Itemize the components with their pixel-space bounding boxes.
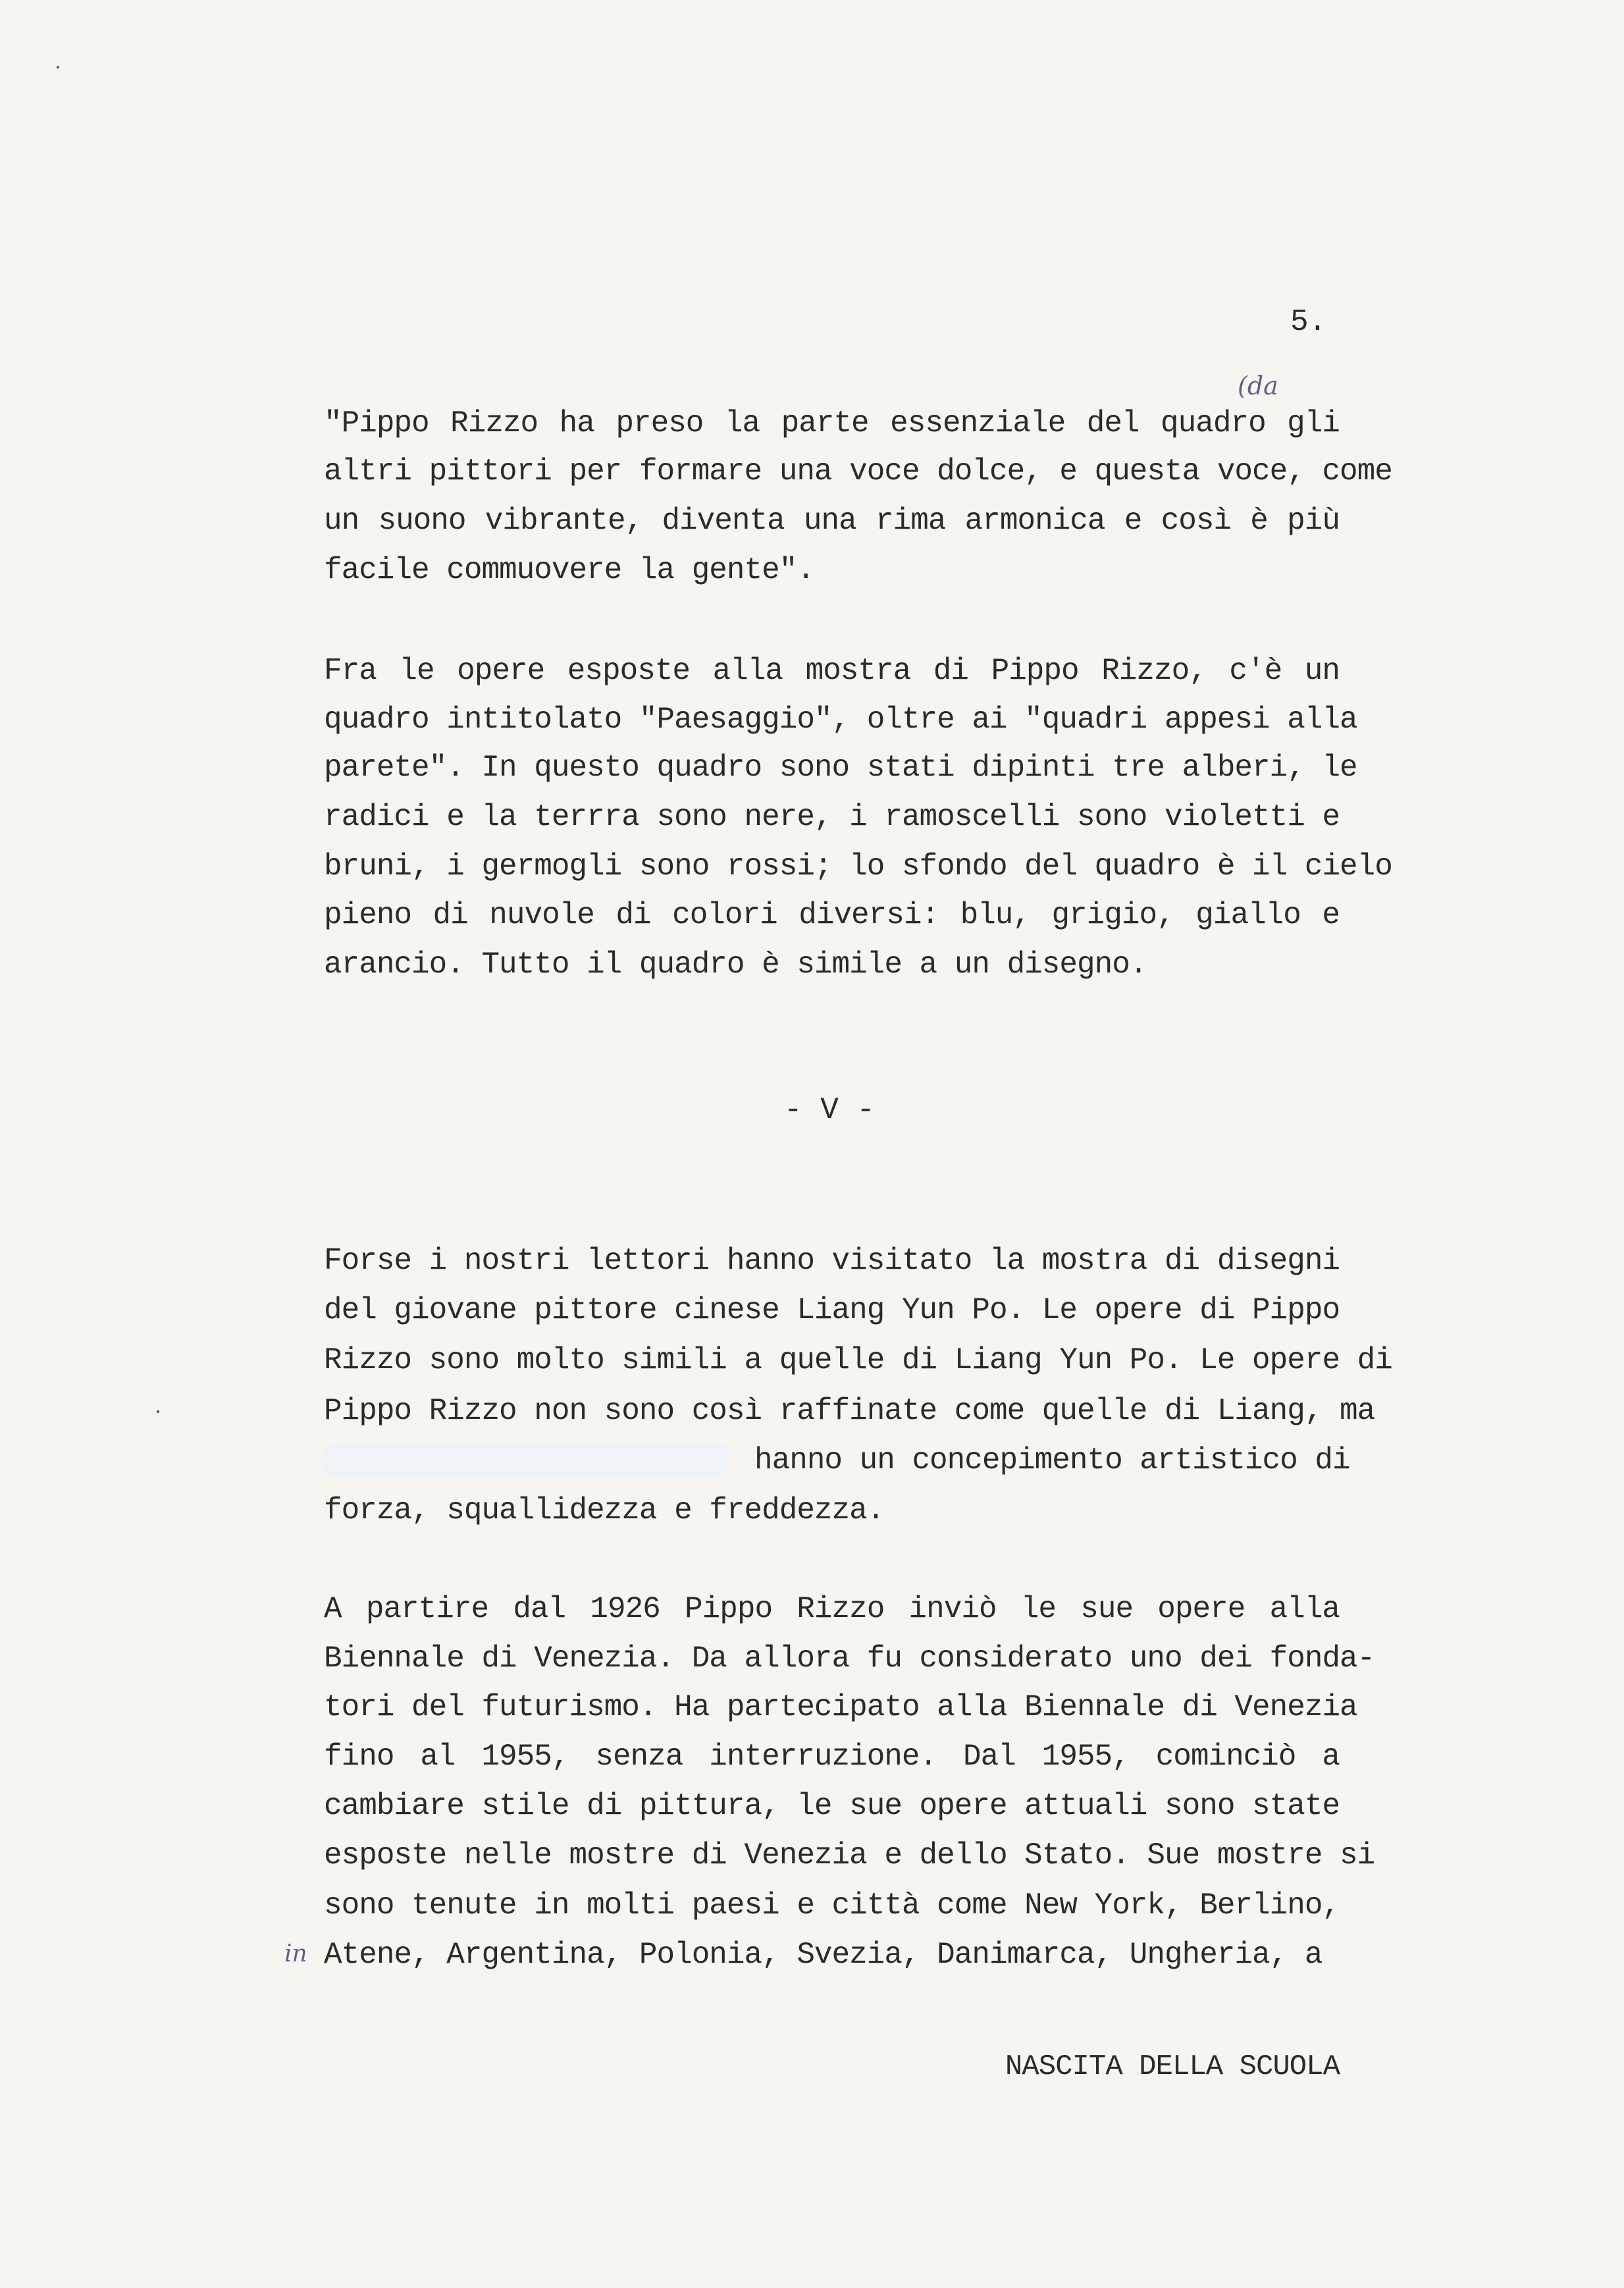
text-line: quadro intitolato "Paesaggio", oltre ai "quadri appesi alla [324, 703, 1357, 737]
text-line: Forse i nostri lettori hanno visitato la mostra di disegni [324, 1244, 1340, 1278]
text-line: un suono vibrante, diventa una rima armonica e così è più [324, 504, 1340, 538]
text-line: facile commuovere la gente". [324, 553, 814, 587]
paper-speck [157, 1410, 159, 1413]
text-line: fino al 1955, senza interruzione. Dal 1955, cominciò a [324, 1740, 1340, 1774]
text-line: Biennale di Venezia. Da allora fu considerato uno dei fonda- [324, 1641, 1375, 1676]
text-line: A partire dal 1926 Pippo Rizzo inviò le sue opere alla [324, 1592, 1340, 1626]
text-line: altri pittori per formare una voce dolce, e questa voce, come [324, 454, 1392, 489]
text-line: esposte nelle mostre di Venezia e dello Stato. Sue mostre si [324, 1838, 1375, 1873]
text-line: del giovane pittore cinese Liang Yun Po. Le opere di Pippo [324, 1293, 1340, 1327]
text-line: pieno di nuvole di colori diversi: blu, grigio, giallo e [324, 898, 1340, 932]
text-line: radici e la terrra sono nere, i ramoscelli sono violetti e [324, 800, 1340, 834]
text-line: hanno un concepimento artistico di [754, 1443, 1350, 1477]
handwritten-insertion: (da [1238, 371, 1278, 400]
page-number: 5. [1290, 305, 1327, 339]
text-line: Atene, Argentina, Polonia, Svezia, Danimarca, Ungheria, a [324, 1938, 1323, 1972]
section-heading: - V - [783, 1093, 876, 1127]
text-line: tori del futurismo. Ha partecipato alla Biennale di Venezia [324, 1690, 1357, 1724]
footer-title: NASCITA DELLA SCUOLA [1005, 2050, 1340, 2083]
text-line: Fra le opere esposte alla mostra di Pippo Rizzo, c'è un [324, 654, 1340, 688]
text-line: parete". In questo quadro sono stati dipinti tre alberi, le [324, 751, 1357, 785]
text-line: cambiare stile di pittura, le sue opere attuali sono state [324, 1789, 1340, 1823]
text-line: Pippo Rizzo non sono così raffinate come quelle di Liang, ma [324, 1394, 1375, 1428]
handwritten-insertion: in [284, 1940, 307, 1967]
correction-fluid-patch [321, 1443, 729, 1477]
text-line: forza, squallidezza e freddezza. [324, 1493, 885, 1528]
text-line: arancio. Tutto il quadro è simile a un disegno. [324, 947, 1147, 982]
text-line: Rizzo sono molto simili a quelle di Liang Yun Po. Le opere di [324, 1343, 1392, 1377]
paper-speck [57, 66, 59, 68]
text-line: sono tenute in molti paesi e città come New York, Berlino, [324, 1888, 1340, 1923]
text-line: bruni, i germogli sono rossi; lo sfondo del quadro è il cielo [324, 849, 1392, 884]
text-line: "Pippo Rizzo ha preso la parte essenziale del quadro gli [324, 406, 1340, 440]
